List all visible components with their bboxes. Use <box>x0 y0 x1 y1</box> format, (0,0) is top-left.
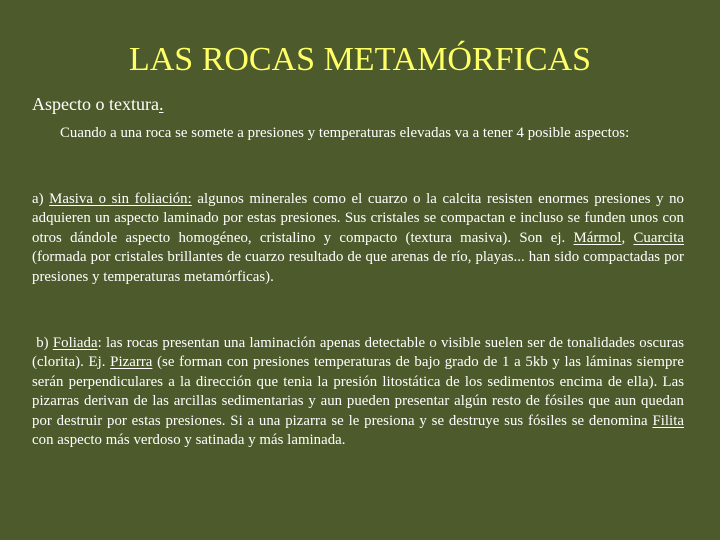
section-a-colon: : <box>187 191 192 207</box>
intro-text: Cuando a una roca se somete a presiones y temperaturas elevadas va a tener 4 posible aspectos: <box>60 125 630 141</box>
subheading-period: . <box>158 94 164 114</box>
subheading <box>32 92 163 116</box>
intro-paragraph <box>32 124 684 143</box>
section-a-prefix: a) <box>32 191 50 207</box>
section-b-paragraph <box>32 334 684 450</box>
section-b-prefix: b) <box>36 335 53 351</box>
section-b-text1: : las rocas presentan una laminación apenas detectable o visible suelen ser de tonalidades oscuras (clorita). Ej. <box>32 335 685 371</box>
example-filita: Filita <box>652 412 684 429</box>
section-a-text2: (formada por cristales brillantes de cuarzo resultado de que arenas de río, playas... han sido compactadas por presiones y temperaturas metamórficas). <box>32 249 684 285</box>
example-cuarcita: Cuarcita <box>633 229 684 246</box>
example-marmol: Mármol <box>573 229 622 246</box>
section-b-text2: (se forman con presiones temperaturas de bajo grado de 1 a 5kb y las láminas siempre serán perpendiculares a la dirección que tenia la presión litostática de los sedimentos encima de ella). Las pizarras derivan de las arcillas sedimentarias y aun pueden presentar algún resto de fósiles que aun quedan por destruir por estas presiones. Si a una pizarra se le presiona y se destruye sus fósiles se denomina <box>32 354 684 429</box>
slide-title: LAS ROCAS METAMÓRFICAS <box>128 41 592 78</box>
section-b-text3: con aspecto más verdoso y satinada y más laminada. <box>32 432 346 449</box>
section-a-text1: algunos minerales como el cuarzo o la calcita resisten enormes presiones y no adquieren un aspecto laminado por estas presiones. Sus cristales se compactan e incluso se funden unos con otros dándole aspecto homogéneo, cristalino y compacto (textura masiva). Son ej. <box>32 191 685 246</box>
subheading-text: Aspecto o textura <box>32 94 159 114</box>
section-a-term: Masiva o sin foliación <box>49 191 188 207</box>
section-a-paragraph <box>32 190 684 287</box>
section-b-term: Foliada <box>52 335 98 351</box>
example-pizarra: Pizarra <box>110 354 153 371</box>
section-a-sep: , <box>621 229 634 246</box>
